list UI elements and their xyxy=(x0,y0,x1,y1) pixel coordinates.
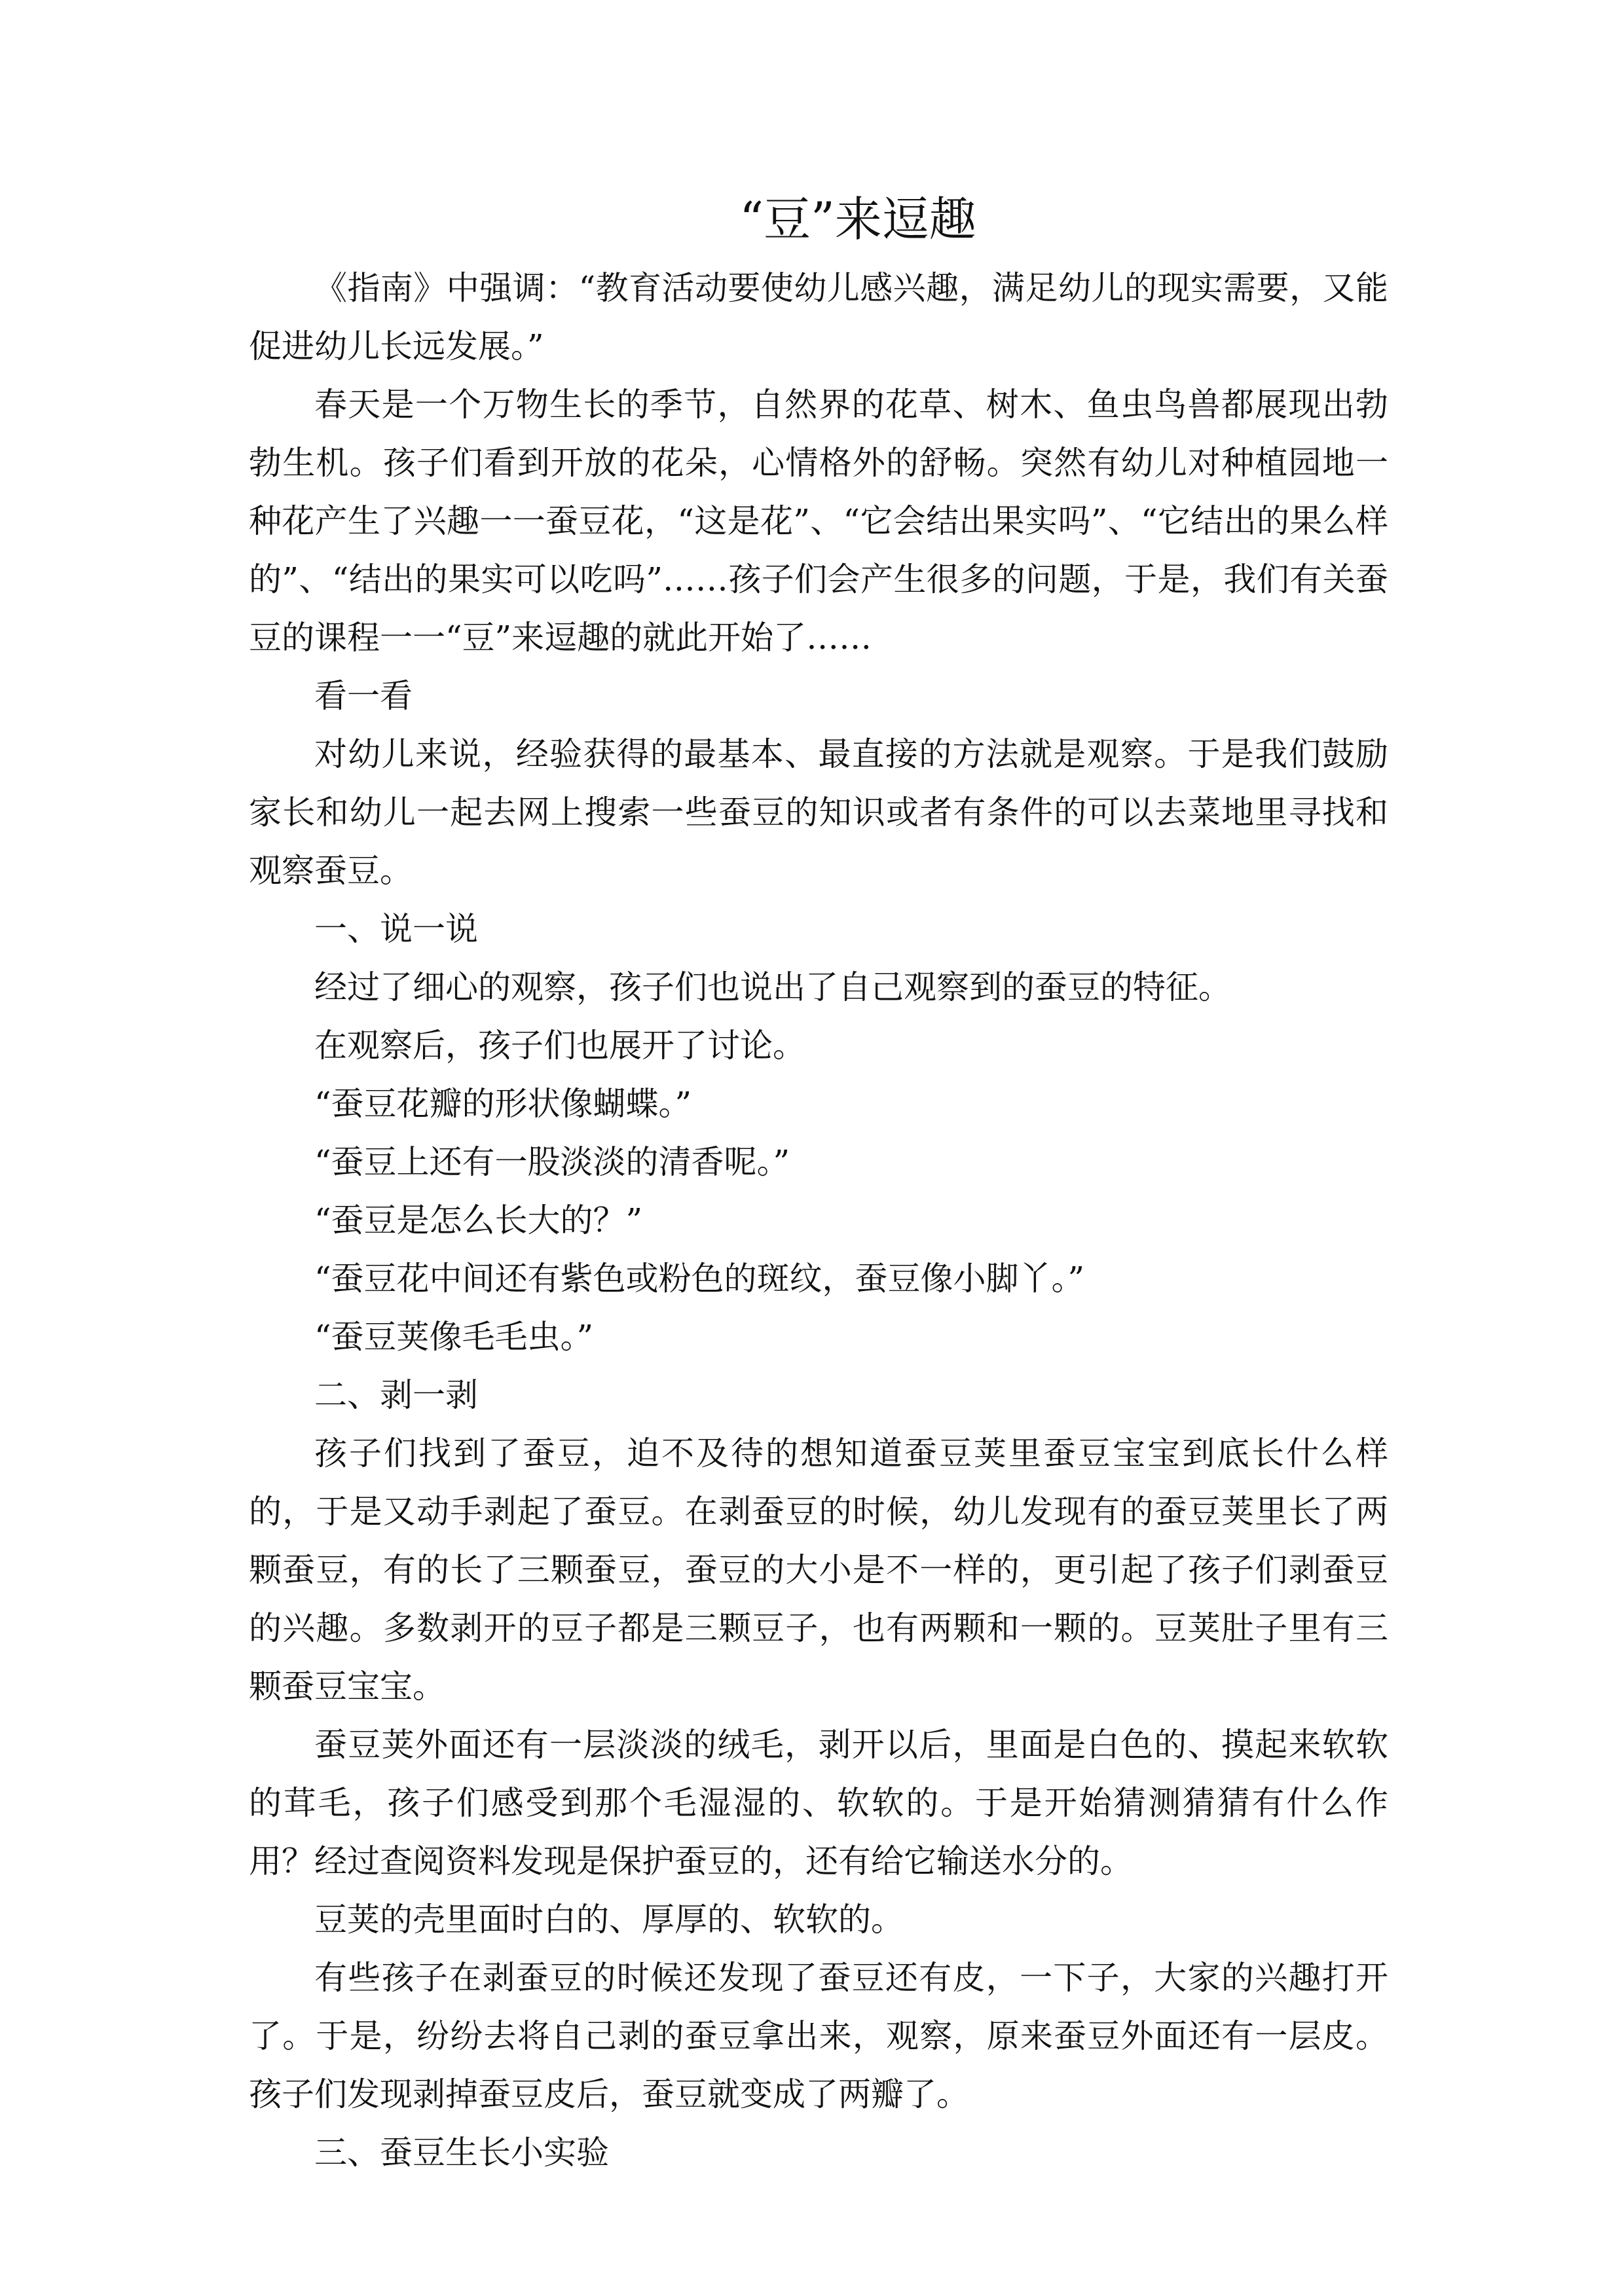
section-heading-experiment: 三、蚕豆生长小实验 xyxy=(314,2134,609,2172)
quote-purple-pattern: “蚕豆花中间还有紫色或粉色的斑纹，蚕豆像小脚丫。” xyxy=(314,1260,1085,1298)
section-heading-peel: 二、剥一剥 xyxy=(314,1376,478,1414)
quote-fragrance: “蚕豆上还有一股淡淡的清香呢。” xyxy=(314,1143,790,1181)
paragraph-skin: 有些孩子在剥蚕豆的时候还发现了蚕豆还有皮，一下子，大家的兴趣打开了。于是，纷纷去将自己剥的蚕豆拿出来，观察，原来蚕豆外面还有一层皮。孩子们发现剥掉蚕豆皮后，蚕豆就变成了两瓣了。 xyxy=(249,1959,1388,2113)
paragraph-shell: 豆荚的壳里面时白的、厚厚的、软软的。 xyxy=(314,1901,904,1939)
paragraph-features: 经过了细心的观察，孩子们也说出了自己观察到的蚕豆的特征。 xyxy=(314,968,1231,1006)
paragraph-discussion: 在观察后，孩子们也展开了讨论。 xyxy=(314,1027,805,1065)
quote-how-grow: “蚕豆是怎么长大的？” xyxy=(314,1201,643,1239)
quote-butterfly: “蚕豆花瓣的形状像蝴蝶。” xyxy=(314,1085,692,1123)
paragraph-fuzz: 蚕豆荚外面还有一层淡淡的绒毛，剥开以后，里面是白色的、摸起来软软的茸毛，孩子们感受到那个毛湿湿的、软软的。于是开始猜测猜猜有什么作用？经过查阅资料发现是保护蚕豆的，还有给它输送水分的。 xyxy=(249,1726,1388,1880)
paragraph-guide-quote: 《指南》中强调：“教育活动要使幼儿感兴趣，满足幼儿的现实需要，又能促进幼儿长远发展。” xyxy=(249,269,1388,365)
section-heading-look: 看一看 xyxy=(314,677,413,715)
section-heading-talk: 一、说一说 xyxy=(314,910,478,948)
paragraph-peeling: 孩子们找到了蚕豆，迫不及待的想知道蚕豆荚里蚕豆宝宝到底长什么样的，于是又动手剥起了蚕豆。在剥蚕豆的时候，幼儿发现有的蚕豆荚里长了两颗蚕豆，有的长了三颗蚕豆，蚕豆的大小是不一样的，更引起了孩子们剥蚕豆的兴趣。多数剥开的豆子都是三颗豆子，也有两颗和一颗的。豆荚肚子里有三颗蚕豆宝宝。 xyxy=(249,1434,1388,1705)
document-title: “豆”来逗趣 xyxy=(739,192,976,247)
quote-caterpillar: “蚕豆荚像毛毛虫。” xyxy=(314,1318,594,1356)
paragraph-observation: 对幼儿来说，经验获得的最基本、最直接的方法就是观察。于是我们鼓励家长和幼儿一起去网上搜索一些蚕豆的知识或者有条件的可以去菜地里寻找和观察蚕豆。 xyxy=(249,735,1388,890)
paragraph-spring-intro: 春天是一个万物生长的季节，自然界的花草、树木、鱼虫鸟兽都展现出勃勃生机。孩子们看到开放的花朵，心情格外的舒畅。突然有幼儿对种植园地一种花产生了兴趣一一蚕豆花，“这是花”、“它会结出果实吗”、“它结出的果么样的”、“结出的果实可以吃吗”……孩子们会产生很多的问题，于是，我们有关蚕豆的课程一一“豆”来逗趣的就此开始了…… xyxy=(249,386,1388,657)
document-page xyxy=(249,183,1388,2182)
